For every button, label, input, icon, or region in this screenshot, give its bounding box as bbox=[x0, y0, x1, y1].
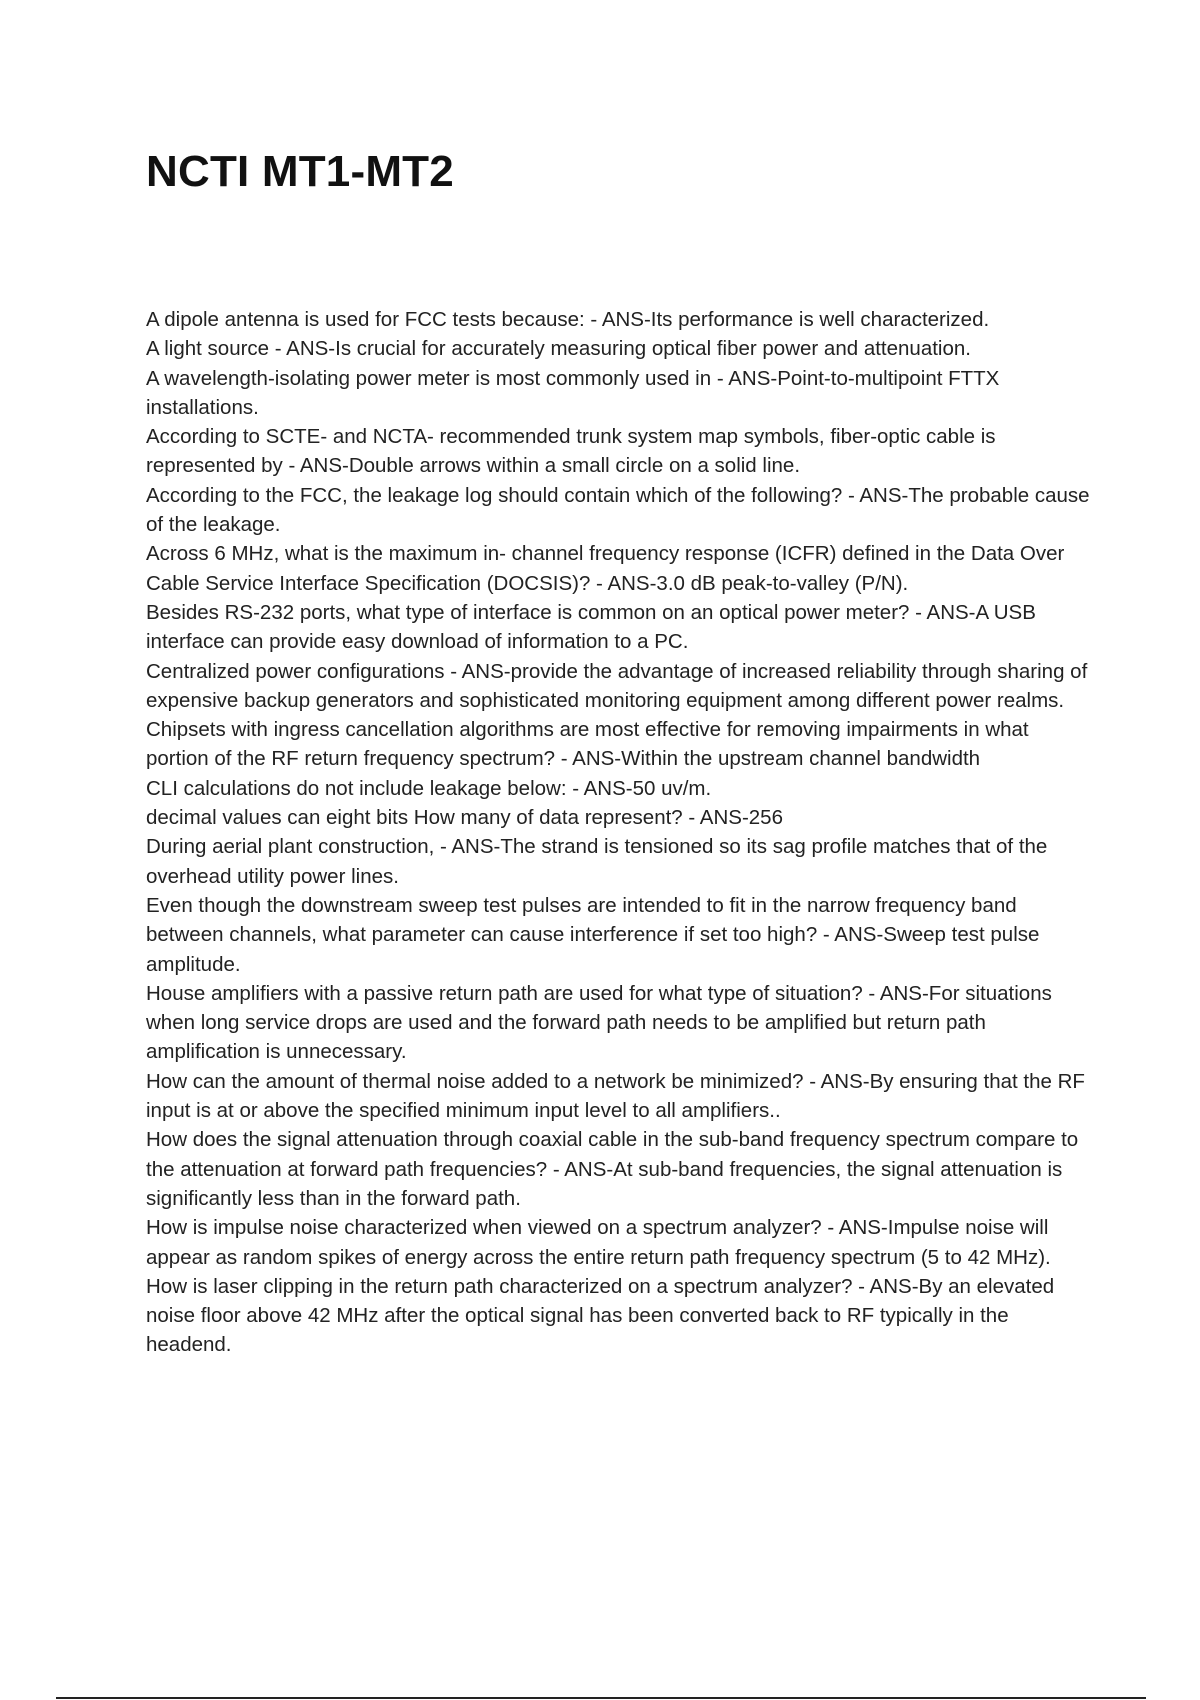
qa-entry: During aerial plant construction, - ANS-The strand is tensioned so its sag profile matches that of the overhead utility power lines. bbox=[146, 835, 1048, 888]
qa-entry: Besides RS-232 ports, what type of interface is common on an optical power meter? - ANS-A USB interface can provide easy download of information to a PC. bbox=[146, 600, 1036, 654]
qa-entry: How is laser clipping in the return path characterized on a spectrum analyzer? - ANS-By an elevated noise floor above 42 MHz after the optical signal has been converted back to RF typically in the headend. bbox=[146, 1274, 1055, 1357]
qa-entry: How can the amount of thermal noise added to a network be minimized? - ANS-By ensuring that the RF input is at or above the specified minimum input level to all amplifiers.. bbox=[146, 1069, 1085, 1123]
qa-entry: Centralized power configurations - ANS-provide the advantage of increased reliability through sharing of expensive backup generators and sophisticated monitoring equipment among different power realms. bbox=[146, 659, 1088, 712]
qa-list bbox=[146, 305, 1091, 1360]
qa-entry: Across 6 MHz, what is the maximum in- channel frequency response (ICFR) defined in the Data Over Cable Service Interface Specification (DOCSIS)? - ANS-3.0 dB peak-to-valley (P/N). bbox=[146, 542, 1065, 595]
qa-entry: House amplifiers with a passive return path are used for what type of situation? - ANS-For situations when long service drops are used and the forward path needs to be amplified but return path amplification is unnecessary. bbox=[146, 981, 1052, 1064]
qa-entry: According to SCTE- and NCTA- recommended trunk system map symbols, fiber-optic cable is represented by - ANS-Double arrows within a small circle on a solid line. bbox=[146, 425, 996, 478]
footer-divider bbox=[56, 1697, 1146, 1699]
qa-entry: decimal values can eight bits How many of data represent? - ANS-256 bbox=[146, 806, 783, 830]
qa-entry: Chipsets with ingress cancellation algorithms are most effective for removing impairments in what portion of the RF return frequency spectrum? - ANS-Within the upstream channel bandwidth bbox=[146, 718, 1029, 771]
qa-entry: Even though the downstream sweep test pulses are intended to fit in the narrow frequency band between channels, what parameter can cause interference if set too high? - ANS-Sweep test pulse amplitude. bbox=[146, 893, 1040, 976]
qa-entry: How is impulse noise characterized when viewed on a spectrum analyzer? - ANS-Impulse noise will appear as random spikes of energy across the entire return path frequency spectrum (5 to 42 MHz). bbox=[146, 1216, 1051, 1269]
qa-entry: CLI calculations do not include leakage below: - ANS-50 uv/m. bbox=[146, 776, 712, 800]
qa-entry: A wavelength-isolating power meter is most commonly used in - ANS-Point-to-multipoint FTTX installations. bbox=[146, 366, 1000, 419]
qa-entry: A light source - ANS-Is crucial for accurately measuring optical fiber power and attenuation. bbox=[146, 337, 971, 361]
page-title: NCTI MT1-MT2 bbox=[146, 147, 454, 196]
qa-entry: How does the signal attenuation through coaxial cable in the sub-band frequency spectrum compare to the attenuation at forward path frequencies? - ANS-At sub-band frequencies, the signal attenuation is significantly less than in the forward path. bbox=[146, 1128, 1079, 1210]
qa-entry: According to the FCC, the leakage log should contain which of the following? - ANS-The probable cause of the leakage. bbox=[146, 483, 1090, 537]
qa-entry: A dipole antenna is used for FCC tests because: - ANS-Its performance is well characterized. bbox=[146, 308, 990, 331]
